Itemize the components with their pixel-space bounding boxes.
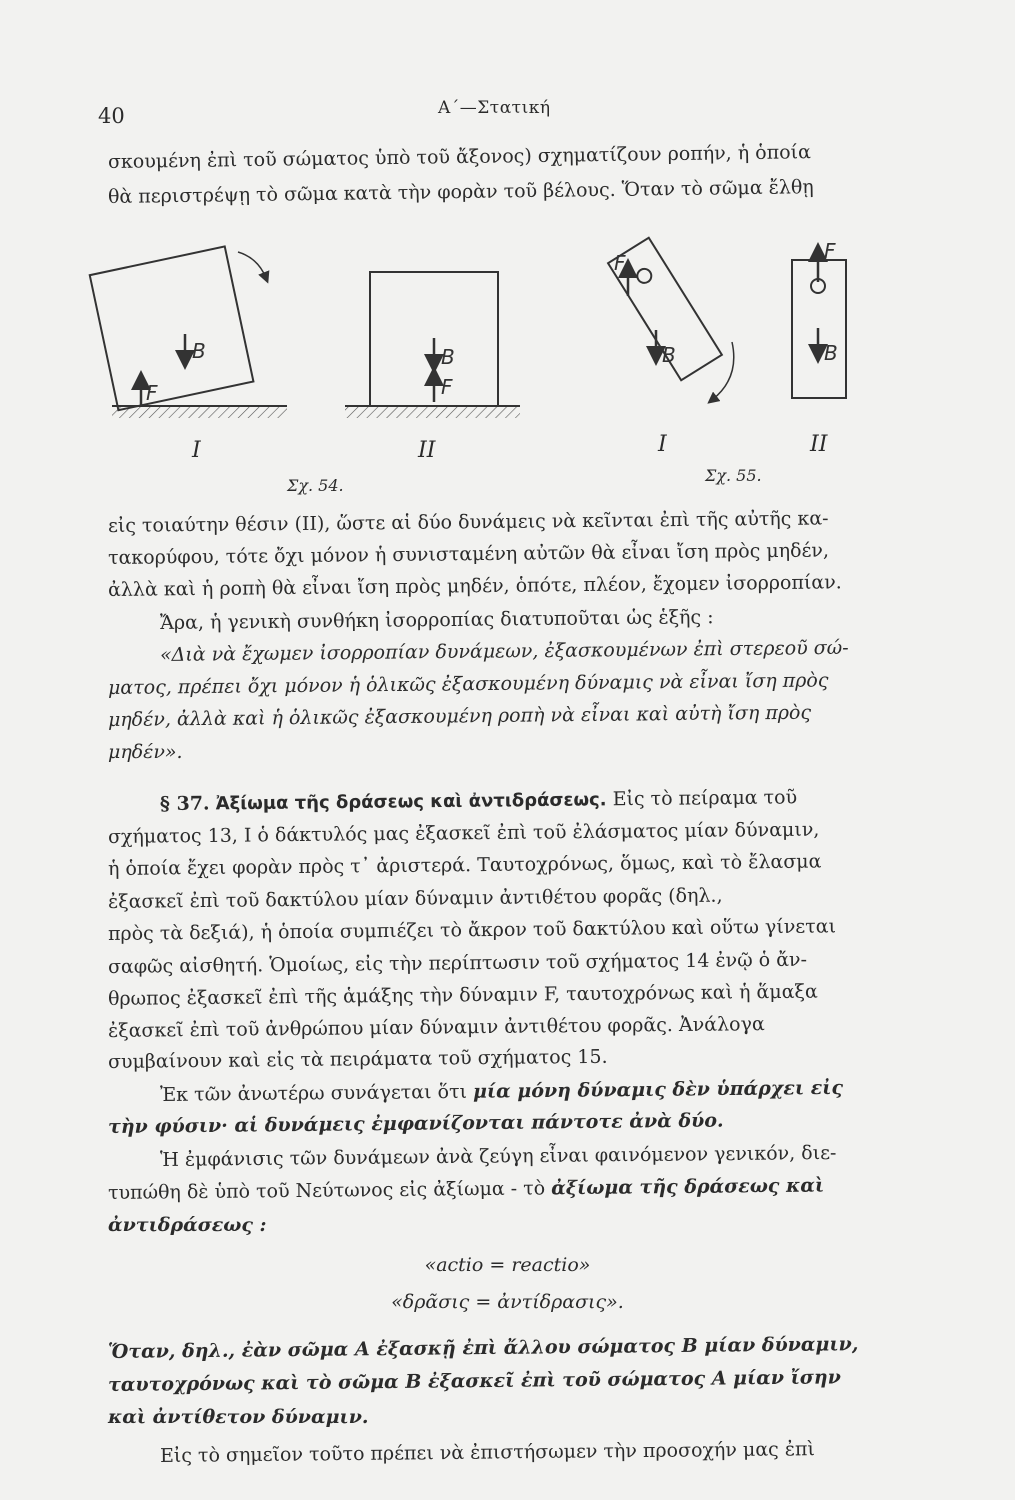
conclusion-lead: Ἐκ τῶν ἀνωτέρω συνάγεται ὅτι [159, 1080, 468, 1106]
fig55-label-2: II [810, 432, 828, 457]
fig55-panel-2 [792, 239, 846, 398]
force-label: F [441, 375, 453, 399]
weight-label: B [662, 343, 676, 367]
fig54-caption: Σχ. 54. [287, 476, 344, 495]
statement-line: ταυτοχρόνως καὶ τὸ σῶμα Β ἐξασκεῖ ἐπὶ τοῦ σώματος Α μίαν ἴσην [107, 1366, 841, 1396]
quote-line: ματος, πρέπει ὄχι μόνον ἡ ὁλικῶς ἐξασκουμένη δύναμις νὰ εἶναι ἴση πρὸς [107, 669, 829, 699]
section-line: σαφῶς αἰσθητή. Ὁμοίως, εἰς τὴν περίπτωσιν τοῦ σχήματος 14 ἐνῷ ὁ ἄν- [107, 948, 808, 978]
statement-line: Ὅταν, δηλ., ἐὰν σῶμα Α ἐξασκῇ ἐπὶ ἄλλου σώματος Β μίαν δύναμιν, [107, 1333, 859, 1363]
rotation-arrow [712, 342, 734, 400]
tilted-block [90, 246, 254, 410]
para1-line: εἰς τοιαύτην θέσιν (II), ὥστε αἱ δύο δυνάμεις νὰ κεῖνται ἐπὶ τῆς αὐτῆς κα- [107, 507, 829, 537]
newton-line-2-lead: τυπώθη δὲ ὑπὸ τοῦ Νεύτωνος εἰς ἀξίωμα - τὸ [107, 1177, 546, 1204]
rotation-arrow [238, 252, 266, 278]
newton-line-1: Ἡ ἐμφάνισις τῶν δυνάμεων ἀνὰ ζεύγη εἶναι φαινόμενον γενικόν, διε- [159, 1141, 837, 1171]
fig54-panel-2 [345, 272, 520, 418]
fig55-panel-1 [608, 238, 734, 400]
section-first-line-rest: Εἰς τὸ πείραμα τοῦ [612, 786, 798, 811]
para1-line: τακορύφου, τότε ὄχι μόνον ἡ συνισταμένη αὐτῶν θὰ εἶναι ἴση πρὸς μηδέν, [107, 539, 830, 569]
force-label: F [146, 381, 158, 405]
conclusion-bold-1: μία μόνη δύναμις δὲν ὑπάρχει εἰς [472, 1076, 844, 1103]
newton-line-2 [108, 1173, 908, 1205]
conclusion-bold-2: τὴν φύσιν· αἱ δυνάμεις ἐμφανίζονται πάντοτε ἀνὰ δύο. [107, 1109, 724, 1138]
running-title: Α΄—Στατική [438, 98, 551, 118]
section-line: σχήματος 13, I ὁ δάκτυλός μας ἐξασκεῖ ἐπὶ τοῦ ἐλάσματος μίαν δύναμιν, [107, 818, 820, 848]
force-label: F [824, 239, 836, 263]
intro-line: θὰ περιστρέψῃ τὸ σῶμα κατὰ τὴν φορὰν τοῦ βέλους. Ὅταν τὸ σῶμα ἔλθῃ [107, 176, 814, 208]
ground-hatch [345, 406, 520, 418]
section-line: θρωπος ἐξασκεῖ ἐπὶ τῆς ἁμάξης τὴν δύναμιν F, ταυτοχρόνως καὶ ἡ ἅμαξα [107, 980, 818, 1010]
statement-line: καὶ ἀντίθετον δύναμιν. [108, 1406, 369, 1428]
equation-greek: «δρᾶσις = ἀντίδρασις». [391, 1291, 624, 1313]
equation-latin: «actio = reactio» [424, 1254, 591, 1276]
fig54-label-1: I [192, 438, 201, 463]
section-line: ἐξασκεῖ ἐπὶ τοῦ ἀνθρώπου μίαν δύναμιν ἀντιθέτου φορᾶς. Ἀνάλογα [107, 1013, 765, 1042]
weight-label: B [192, 339, 206, 363]
fig54-panel-1 [90, 246, 287, 418]
section-number: § 37. [159, 792, 210, 815]
para1-line: Ἄρα, ἡ γενικὴ συνθήκη ἰσορροπίας διατυποῦται ὡς ἑξῆς : [159, 606, 714, 634]
section-line: ἡ ὁποία ἔχει φορὰν πρὸς τ᾿ ἀριστερά. Ταυτοχρόνως, ὅμως, καὶ τὸ ἔλασμα [107, 850, 822, 880]
last-line: Εἰς τὸ σημεῖον τοῦτο πρέπει νὰ ἐπιστήσωμεν τὴν προσοχήν μας ἐπὶ [159, 1438, 816, 1467]
newton-line-2-bold: ἀξίωμα τῆς δράσεως καὶ [551, 1174, 825, 1200]
pivot [635, 266, 654, 285]
figures-54-55 [0, 230, 1015, 500]
section-title: Ἀξίωμα τῆς δράσεως καὶ ἀντιδράσεως. [215, 789, 607, 815]
weight-label: B [824, 341, 838, 365]
newton-line-3: ἀντιδράσεως : [108, 1214, 267, 1236]
para1-line: ἀλλὰ καὶ ἡ ροπὴ θὰ εἶναι ἴση πρὸς μηδέν, ὁπότε, πλέον, ἔχομεν ἰσορροπίαν. [107, 571, 842, 601]
fig55-caption: Σχ. 55. [705, 466, 762, 485]
intro-line: σκουμένη ἐπὶ τοῦ σώματος ὑπὸ τοῦ ἄξονος) σχηματίζουν ροπήν, ἡ ὁποία [107, 141, 812, 173]
weight-label: B [441, 345, 455, 369]
conclusion-line [160, 1075, 908, 1107]
page-number: 40 [98, 104, 125, 128]
ground-hatch [112, 406, 287, 418]
fig54-label-2: II [418, 438, 436, 463]
quote-line: μηδέν». [108, 741, 183, 763]
quote-line: «Διὰ νὰ ἔχωμεν ἰσορροπίαν δυνάμεων, ἐξασκουμένων ἐπὶ στερεοῦ σώ- [159, 636, 849, 666]
section-heading-line [160, 784, 908, 817]
section-line: ἐξασκεῖ ἐπὶ τοῦ δακτύλου μίαν δύναμιν ἀντιθέτου φορᾶς (δηλ., [107, 884, 723, 913]
fig55-label-1: I [658, 432, 667, 457]
section-line: συμβαίνουν καὶ εἰς τὰ πειράματα τοῦ σχήματος 15. [107, 1045, 608, 1073]
section-line: πρὸς τὰ δεξιά), ἡ ὁποία συμπιέζει τὸ ἄκρον τοῦ δακτύλου καὶ οὕτω γίνεται [107, 915, 837, 945]
force-label: F [614, 251, 626, 275]
quote-line: μηδέν, ἀλλὰ καὶ ἡ ὁλικῶς ἐξασκουμένη ροπὴ νὰ εἶναι καὶ αὐτὴ ἴση πρὸς [107, 701, 812, 731]
